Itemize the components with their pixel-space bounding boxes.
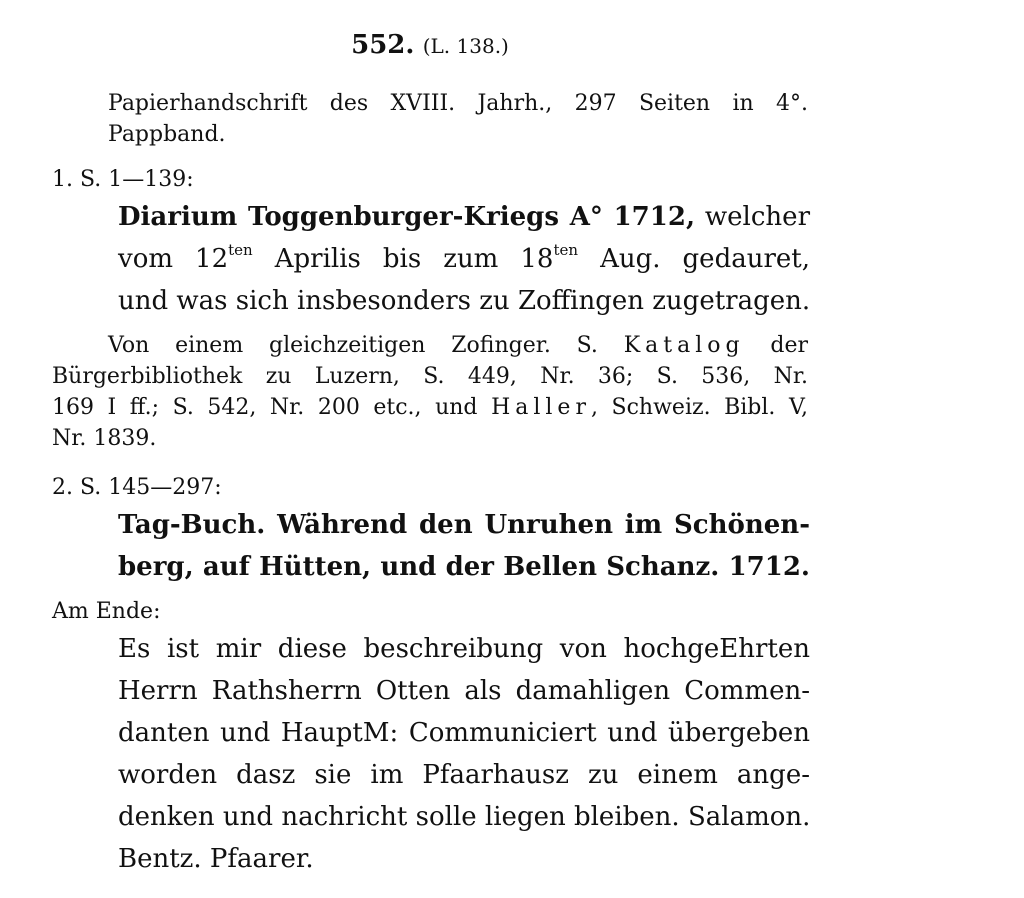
quote-line: worden dasz sie im Pfaarhausz zu einem ange- (118, 760, 810, 790)
item-1-line2-part-b: Aprilis bis zum 18 (252, 244, 554, 274)
description-line-2: Pappband. (108, 122, 226, 147)
item-2-label: 2. S. 145—297: (52, 475, 222, 500)
note-line3-part-b: , Schweiz. Bibl. V, (590, 395, 809, 420)
note-line3-part-a: 169 I ff.; S. 542, Nr. 200 etc., und (52, 395, 492, 420)
entry-number: 552. (351, 30, 415, 60)
note-part-b: der (744, 333, 808, 358)
quote-line: Es ist mir diese beschreibung von hochgeEhrten (118, 634, 810, 664)
item-1-sup-1: ten (228, 241, 253, 259)
item-1-note (52, 330, 808, 454)
item-1-label: 1. S. 1—139: (52, 167, 194, 192)
item-1-title-line-2 (118, 238, 810, 280)
note-haller: Haller (491, 395, 591, 420)
manuscript-description (52, 88, 808, 150)
item-1-title-rest: welcher (695, 202, 810, 232)
item-2-title-line-1: Tag-Buch. Während den Unruhen im Schönen- (118, 510, 810, 540)
note-katalog: Katalog (623, 333, 745, 358)
quote-line: Herrn Rathsherrn Otten als damahligen Commen- (118, 676, 810, 706)
entry-heading (0, 30, 860, 60)
item-2-title-line-2: berg, auf Hütten, und der Bellen Schanz. 1712. (118, 552, 810, 582)
item-1-note-line-3 (52, 392, 808, 423)
quote-line: danten und HauptM: Communiciert und übergeben (118, 718, 810, 748)
quote-line: denken und nachricht solle liegen bleiben. Salamon. (118, 802, 811, 832)
item-1-title-bold: Diarium Toggenburger-Kriegs A° 1712, (118, 202, 695, 232)
item-1-note-line-4: Nr. 1839. (52, 426, 157, 451)
quote-line: Bentz. Pfaarer. (118, 844, 314, 874)
item-2-quote (118, 628, 810, 880)
item-1-title-line-1 (118, 196, 810, 238)
item-2-end-label: Am Ende: (52, 599, 161, 624)
entry-reference: (L. 138.) (422, 34, 509, 58)
item-1-note-line-1 (52, 330, 808, 361)
item-2-title (118, 504, 810, 588)
item-1-note-line-2: Bürgerbibliothek zu Luzern, S. 449, Nr. 36; S. 536, Nr. (52, 364, 808, 389)
item-1-title (118, 196, 810, 322)
item-1-title-line-3: und was sich insbesonders zu Zoffingen zugetragen. (118, 286, 811, 316)
item-1-sup-2: ten (553, 241, 579, 259)
item-1-line2-part-a: vom 12 (118, 244, 229, 274)
note-part-a: Von einem gleichzeitigen Zofinger. S. (108, 333, 624, 358)
description-line-1: Papierhandschrift des XVIII. Jahrh., 297 Seiten in 4°. (108, 91, 808, 116)
item-1-line2-part-c: Aug. gedauret, (578, 244, 810, 274)
